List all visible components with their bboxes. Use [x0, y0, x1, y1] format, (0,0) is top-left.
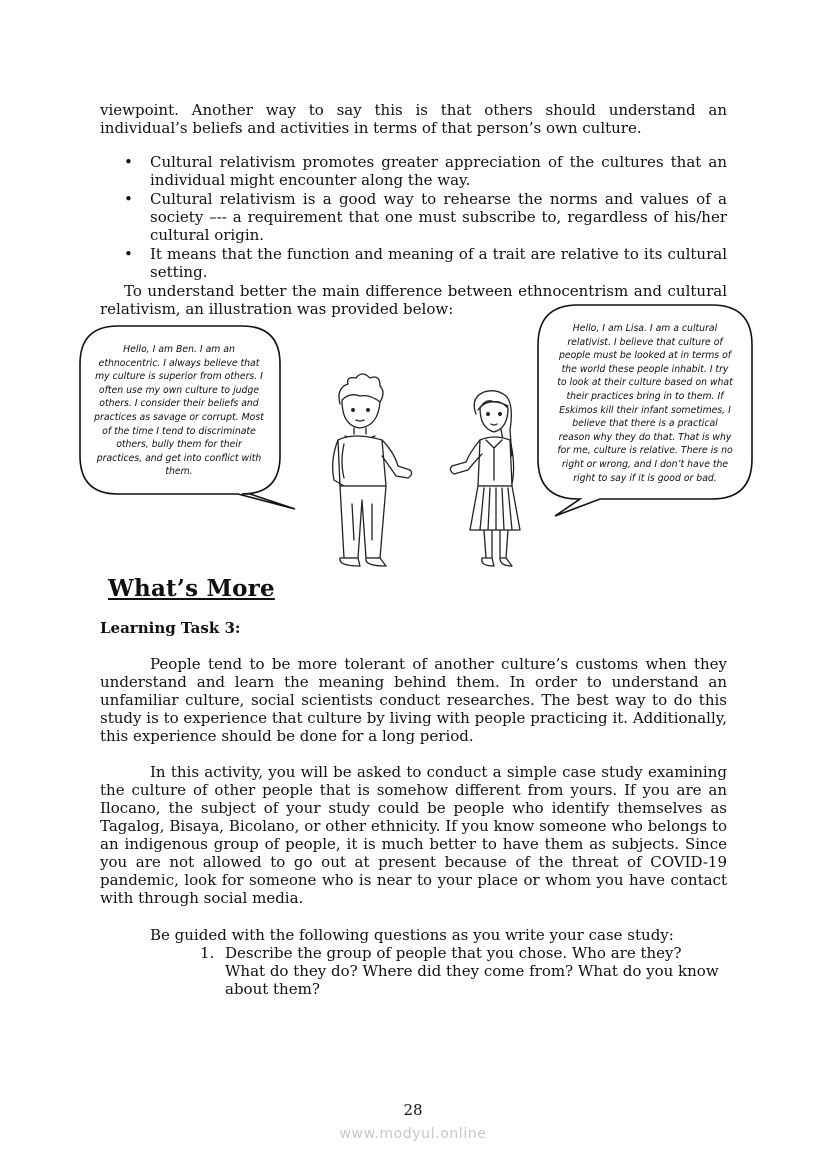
task-label: Learning Task 3: [100, 619, 241, 637]
question-list [200, 944, 720, 998]
list-item: • It means that the function and meaning of a trait are relative to its cultural setting. [124, 245, 727, 281]
bullet-icon: • [124, 190, 133, 208]
list-item: • Cultural relativism promotes greater appreciation of the cultures that an individual might encounter along the way. [124, 153, 727, 189]
intro-paragraph: viewpoint. Another way to say this is that others should understand an individual’s beliefs and activities in terms of that person’s own culture. [100, 101, 727, 137]
ben-figure [333, 374, 412, 566]
watermark: www.modyul.online [339, 1126, 487, 1142]
lisa-figure [450, 391, 520, 566]
bullet-icon: • [124, 153, 133, 171]
page-number: 28 [403, 1101, 423, 1119]
task-paragraph-2: In this activity, you will be asked to conduct a simple case study examining the culture of other people that is somehow different from yours. If you are an Ilocano, the subject of your study could be people who identify themselves as Tagalog, Bisaya, Bicolano, or other ethnicity. If you know someone who belongs to an indigenous group of people, it is much better to have them as subjects. Since you are not allowed to go out at present because of the threat of COVID-19 pandemic, look for someone who is near to your place or whom you have contact with through social media. [100, 763, 727, 907]
list-item: • Cultural relativism is a good way to rehearse the norms and values of a society –-- a requirement that one must subscribe to, regardless of his/her cultural origin. [124, 190, 727, 244]
section-heading: What’s More [108, 575, 275, 602]
list-item: 1. Describe the group of people that you chose. Who are they? What do they do? Where did they come from? What do you know about them? [200, 944, 719, 998]
task-paragraph-1: People tend to be more tolerant of another culture’s customs when they understand and learn the meaning behind them. In order to understand an unfamiliar culture, social scientists conduct researches. The best way to do this study is to experience that culture by living with people practicing it. Additionally, this experience should be done for a long period. [100, 655, 727, 745]
ben-speech-text: Hello, I am Ben. I am an ethnocentric. I always believe that my culture is superior from others. I often use my own culture to judge others. I consider their beliefs and practices as savage or corrupt. Most of the time I tend to discriminate others, bully them for their practices, and get into conflict with them. [94, 344, 264, 478]
guide-text: Be guided with the following questions as you write your case study: [150, 926, 674, 944]
bullet-icon: • [124, 245, 133, 263]
transition-paragraph: To understand better the main difference between ethnocentrism and cultural relativism, an illustration was provided below: [100, 282, 727, 318]
lisa-speech-text: Hello, I am Lisa. I am a cultural relativist. I believe that culture of people must be looked at in terms of the world these people inhabit. I try to look at their culture based on what their practices bring in to them. If Eskimos kill their infant sometimes, I believe that there is a practical reason why they do that. That is why for me, culture is relative. There is no right or wrong, and I don’t have the right to say if it is good or bad. [557, 323, 733, 484]
